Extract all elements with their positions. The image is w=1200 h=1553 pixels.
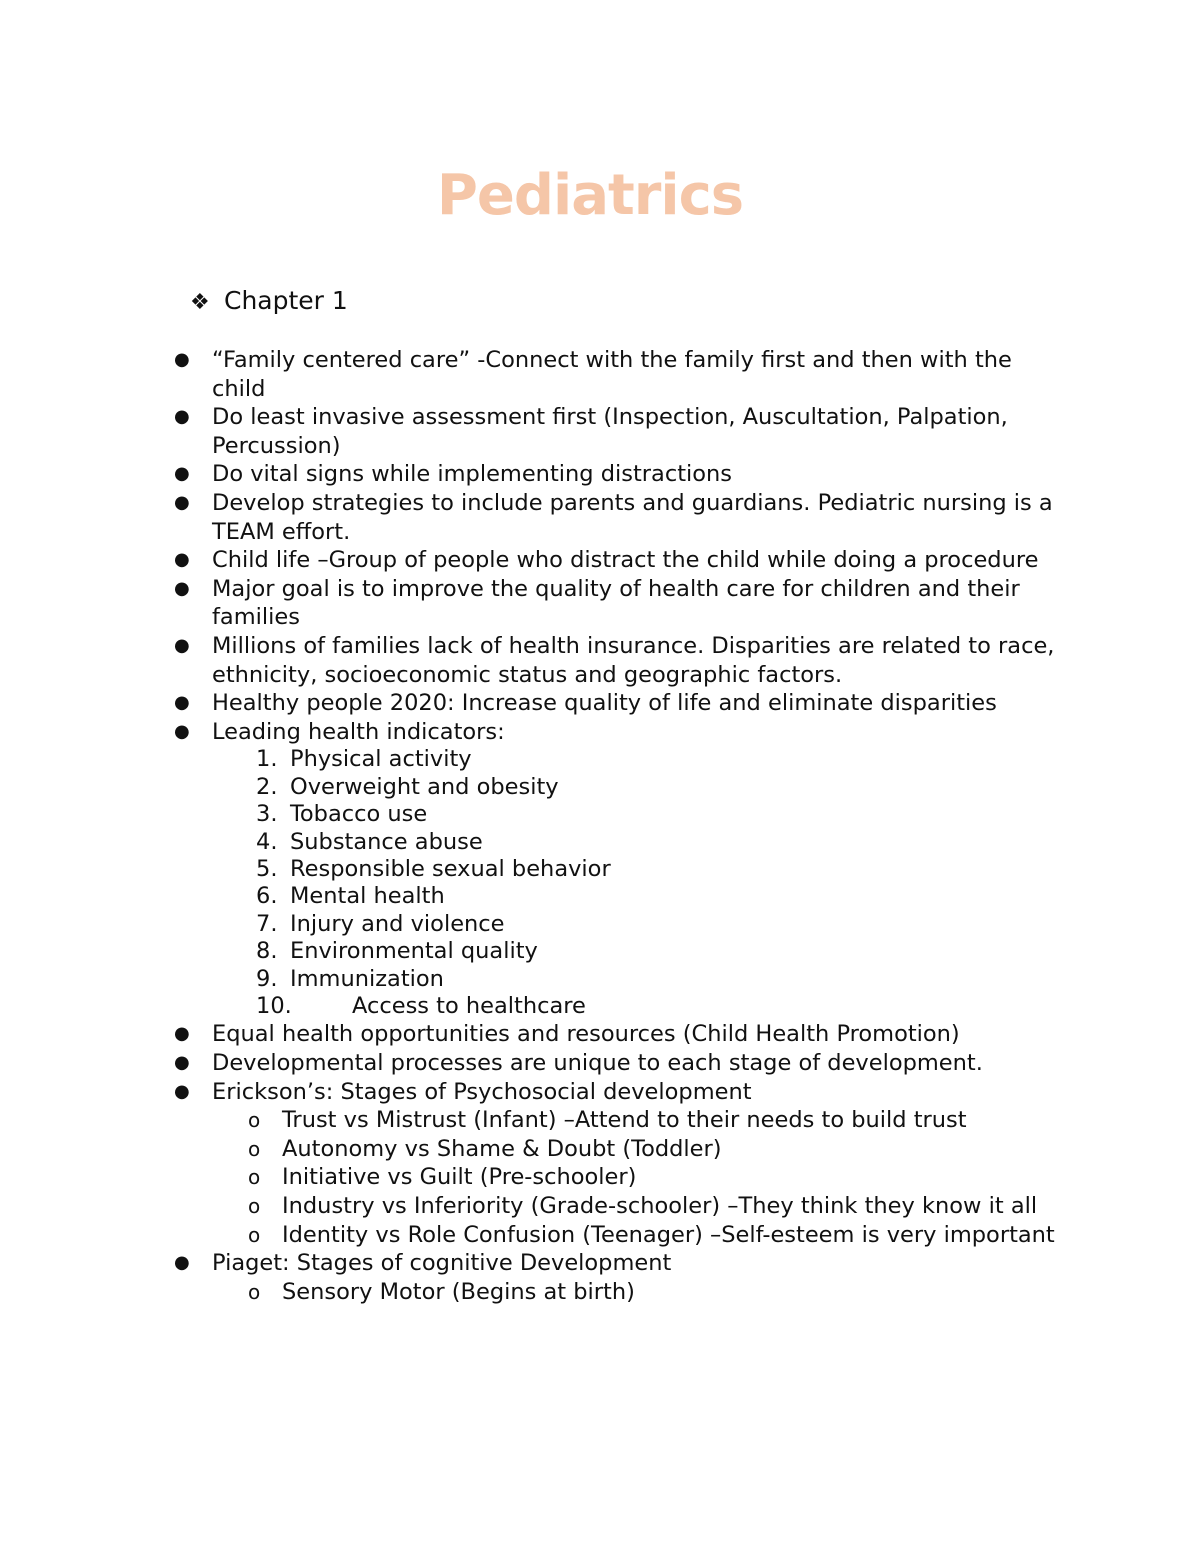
circle-bullet-icon: o [248,1193,261,1218]
list-item: ● Piaget: Stages of cognitive Development [174,1250,672,1277]
indicator-item: 2. Overweight and obesity [256,773,559,800]
piaget-stage-item: o Sensory Motor (Begins at birth) [248,1278,635,1305]
bullet-icon: ● [174,1023,190,1045]
bullet-icon: ● [174,349,190,370]
indicator-item: 5. Responsible sexual behavior [256,855,611,882]
notes-list [172,346,1072,1306]
indicator-item: 9. Immunization [256,965,444,992]
bullet-icon: ● [174,1051,190,1073]
list-item: ● “Family centered care” -Connect with the family first and then with the child [174,347,1012,402]
bullet-icon: ● [174,491,190,513]
bullet-icon: ● [174,1252,190,1274]
bullet-icon: ● [174,692,190,714]
list-item: ● Developmental processes are unique to each stage of development. [174,1049,983,1076]
circle-bullet-icon: o [248,1222,261,1247]
list-item: ● Do vital signs while implementing distractions [174,461,733,488]
bullet-icon: ● [174,634,190,656]
bullet-icon: ● [174,549,190,571]
indicator-item: 1. Physical activity [256,746,472,773]
erikson-stage-item: o Trust vs Mistrust (Infant) –Attend to their needs to build trust [248,1107,967,1134]
list-item: ● Erickson’s: Stages of Psychosocial development [174,1078,752,1105]
list-item: ● Develop strategies to include parents and guardians. Pediatric nursing is a TEAM effort. [174,489,1053,545]
circle-bullet-icon: o [248,1108,261,1133]
chapter-heading [190,284,348,320]
indicator-item: 6. Mental health [256,883,445,910]
erikson-stage-item: o Initiative vs Guilt (Pre-schooler) [248,1164,637,1191]
list-item: ● Child life –Group of people who distract the child while doing a procedure [174,547,1039,574]
bullet-icon: ● [174,463,190,485]
bullet-icon: ● [174,577,190,599]
circle-bullet-icon: o [248,1279,261,1304]
circle-bullet-icon: o [248,1165,261,1190]
bullet-icon: ● [174,1080,190,1102]
indicator-item: 4. Substance abuse [256,828,483,855]
circle-bullet-icon: o [248,1136,261,1161]
list-item: ● Major goal is to improve the quality of health care for children and their families [174,575,1020,631]
indicator-item: 10. Access to healthcare [256,992,586,1019]
list-item: ● Healthy people 2020: Increase quality of life and eliminate disparities [174,690,997,717]
indicator-item: 3. Tobacco use [256,801,428,828]
chapter-label: Chapter 1 [224,286,348,315]
indicator-item: 8. Environmental quality [256,938,538,965]
bullet-icon: ● [174,720,190,742]
indicator-item: 7. Injury and violence [256,910,505,937]
bullet-icon: ● [174,406,190,428]
list-item: ● Equal health opportunities and resources (Child Health Promotion) [174,1021,960,1048]
list-item: ● Leading health indicators: [174,718,505,745]
erikson-stage-item: o Industry vs Inferiority (Grade-schooler) –They think they know it all [248,1192,1038,1219]
list-item: ● Millions of families lack of health insurance. Disparities are related to race, ethnicity, socioeconomic status and geographic factors. [174,632,1055,688]
page-title: Pediatrics [436,163,744,228]
erikson-stage-item: o Autonomy vs Shame & Doubt (Toddler) [248,1135,722,1162]
diamond-icon: ❖ [190,290,210,315]
erikson-stage-item: o Identity vs Role Confusion (Teenager) –Self-esteem is very important [248,1221,1055,1248]
list-item: ● Do least invasive assessment first (Inspection, Auscultation, Palpation, Percussion) [174,404,1008,459]
